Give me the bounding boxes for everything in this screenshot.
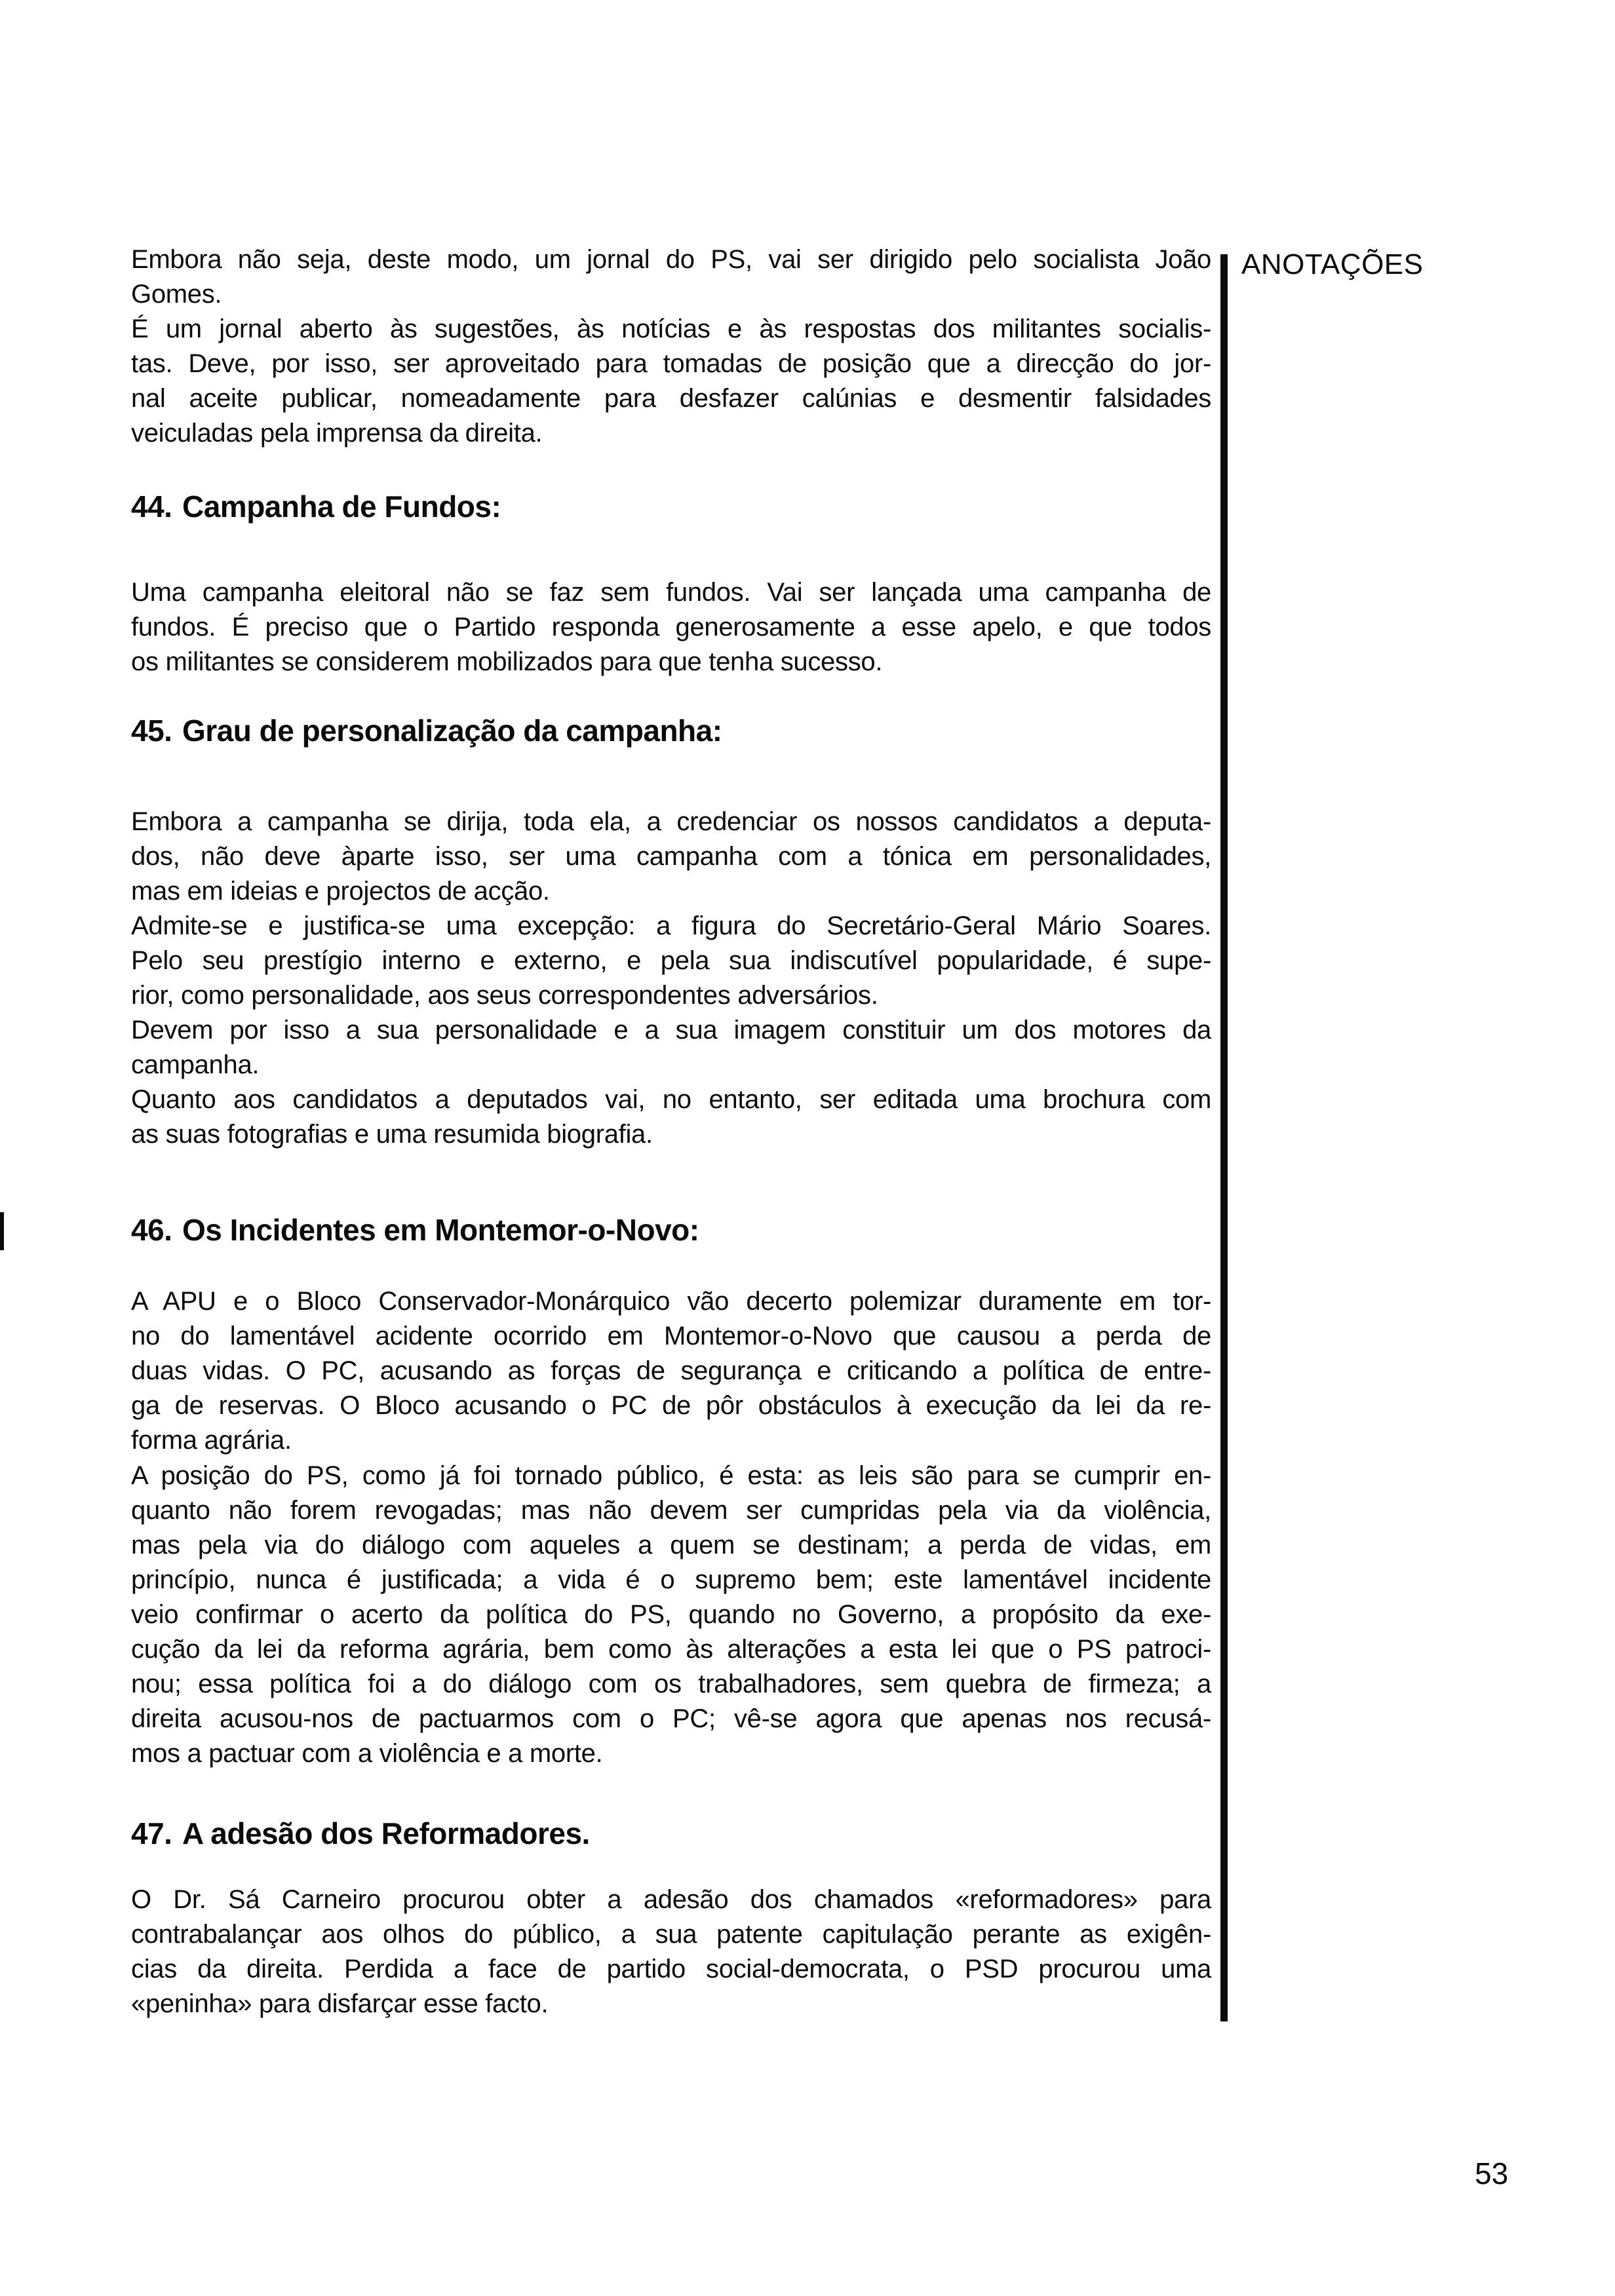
text-line: Quanto aos candidatos a deputados vai, no entanto, ser editada uma brochura com (131, 1085, 1211, 1114)
text-line: os militantes se considerem mobilizados para que tenha sucesso. (131, 647, 883, 676)
text-line: forma agrária. (131, 1426, 292, 1455)
intro-paragraph-1 (131, 242, 1211, 312)
left-edge-scan-artifact (0, 1212, 4, 1250)
section-44-number: 44. (131, 489, 172, 524)
text-line: Gomes. (131, 280, 222, 309)
section-44-paragraph-1 (131, 575, 1211, 679)
text-line: rior, como personalidade, aos seus correspondentes adversários. (131, 981, 878, 1010)
text-line: nal aceite publicar, nomeadamente para desfazer calúnias e desmentir falsidades (131, 384, 1211, 413)
section-47-number: 47. (131, 1816, 172, 1850)
text-line: fundos. É preciso que o Partido responda generosamente a esse apelo, e que todos (131, 613, 1211, 641)
annotations-label: ANOTAÇÕES (1241, 248, 1424, 280)
text-line: Embora a campanha se dirija, toda ela, a credenciar os nossos candidatos a deputa- (131, 807, 1211, 836)
section-45-paragraph-3 (131, 1013, 1211, 1082)
text-line: Embora não seja, deste modo, um jornal do PS, vai ser dirigido pelo socialista João (131, 245, 1211, 274)
text-line: Pelo seu prestígio interno e externo, e pela sua indiscutível popularidade, é supe- (131, 946, 1211, 975)
section-45-paragraph-2 (131, 909, 1211, 1013)
text-line: veiculadas pela imprensa da direita. (131, 419, 543, 448)
section-45-paragraph-4 (131, 1082, 1211, 1152)
text-line: A APU e o Bloco Conservador-Monárquico vão decerto polemizar duramente em tor- (131, 1287, 1211, 1316)
text-line: Devem por isso a sua personalidade e a sua imagem constituir um dos motores da (131, 1016, 1211, 1044)
section-46-paragraph-2 (131, 1459, 1211, 1771)
text-line: cias da direita. Perdida a face de partido social-democrata, o PSD procurou uma (131, 1955, 1211, 1983)
section-47-title: A adesão dos Reformadores. (182, 1816, 590, 1850)
section-45-paragraph-1 (131, 805, 1211, 909)
text-line: contrabalançar aos olhos do público, a sua patente capitulação perante as exigên- (131, 1920, 1211, 1949)
text-line: quanto não forem revogadas; mas não devem ser cumpridas pela via da violência, (131, 1496, 1211, 1525)
text-line: nou; essa política foi a do diálogo com os trabalhadores, sem quebra de firmeza; a (131, 1670, 1211, 1698)
text-line: princípio, nunca é justificada; a vida é o supremo bem; este lamentável incidente (131, 1565, 1211, 1594)
text-line: O Dr. Sá Carneiro procurou obter a adesão dos chamados «reformadores» para (131, 1885, 1211, 1914)
text-line: duas vidas. O PC, acusando as forças de segurança e criticando a política de entre- (131, 1356, 1211, 1385)
text-line: A posição do PS, como já foi tornado público, é esta: as leis são para se cumprir en- (131, 1461, 1211, 1490)
text-line: direita acusou-nos de pactuarmos com o PC; vê-se agora que apenas nos recusá- (131, 1704, 1211, 1733)
section-46-title: Os Incidentes em Montemor-o-Novo: (182, 1213, 699, 1247)
text-line: as suas fotografias e uma resumida biografia. (131, 1120, 653, 1149)
section-45-number: 45. (131, 714, 172, 748)
text-line: É um jornal aberto às sugestões, às notícias e às respostas dos militantes socialis- (131, 315, 1211, 343)
text-line: Admite-se e justifica-se uma excepção: a figura do Secretário-Geral Mário Soares. (131, 911, 1211, 940)
text-line: «peninha» para disfarçar esse facto. (131, 1989, 549, 2018)
intro-paragraph-2 (131, 312, 1211, 451)
text-line: mas pela via do diálogo com aqueles a quem se destinam; a perda de vidas, em (131, 1531, 1211, 1559)
section-46-heading (131, 1212, 1211, 1248)
text-line: cução da lei da reforma agrária, bem como às alterações a esta lei que o PS patroci- (131, 1635, 1211, 1664)
text-line: Uma campanha eleitoral não se faz sem fundos. Vai ser lançada uma campanha de (131, 578, 1211, 607)
section-47-heading (131, 1815, 1211, 1852)
text-line: mos a pactuar com a violência e a morte. (131, 1739, 603, 1768)
section-47-paragraph-1 (131, 1883, 1211, 2021)
text-line: tas. Deve, por isso, ser aproveitado para tomadas de posição que a direcção do jor- (131, 349, 1211, 378)
text-line: ga de reservas. O Bloco acusando o PC de pôr obstáculos à execução da lei da re- (131, 1391, 1211, 1420)
section-44-title: Campanha de Fundos: (182, 489, 501, 524)
text-line: campanha. (131, 1050, 260, 1079)
section-46-paragraph-1 (131, 1284, 1211, 1458)
text-line: veio confirmar o acerto da política do PS, quando no Governo, a propósito da exe- (131, 1600, 1211, 1629)
text-line: mas em ideias e projectos de acção. (131, 877, 550, 906)
section-44-heading (131, 488, 1211, 525)
section-46-number: 46. (131, 1213, 172, 1247)
section-45-heading (131, 712, 1211, 749)
section-45-title: Grau de personalização da campanha: (182, 714, 722, 748)
page-number: 53 (1475, 2156, 1509, 2191)
text-line: no do lamentável acidente ocorrido em Montemor-o-Novo que causou a perda de (131, 1322, 1211, 1350)
text-line: dos, não deve àparte isso, ser uma campanha com a tónica em personalidades, (131, 842, 1211, 871)
margin-divider-rule (1220, 254, 1228, 2021)
